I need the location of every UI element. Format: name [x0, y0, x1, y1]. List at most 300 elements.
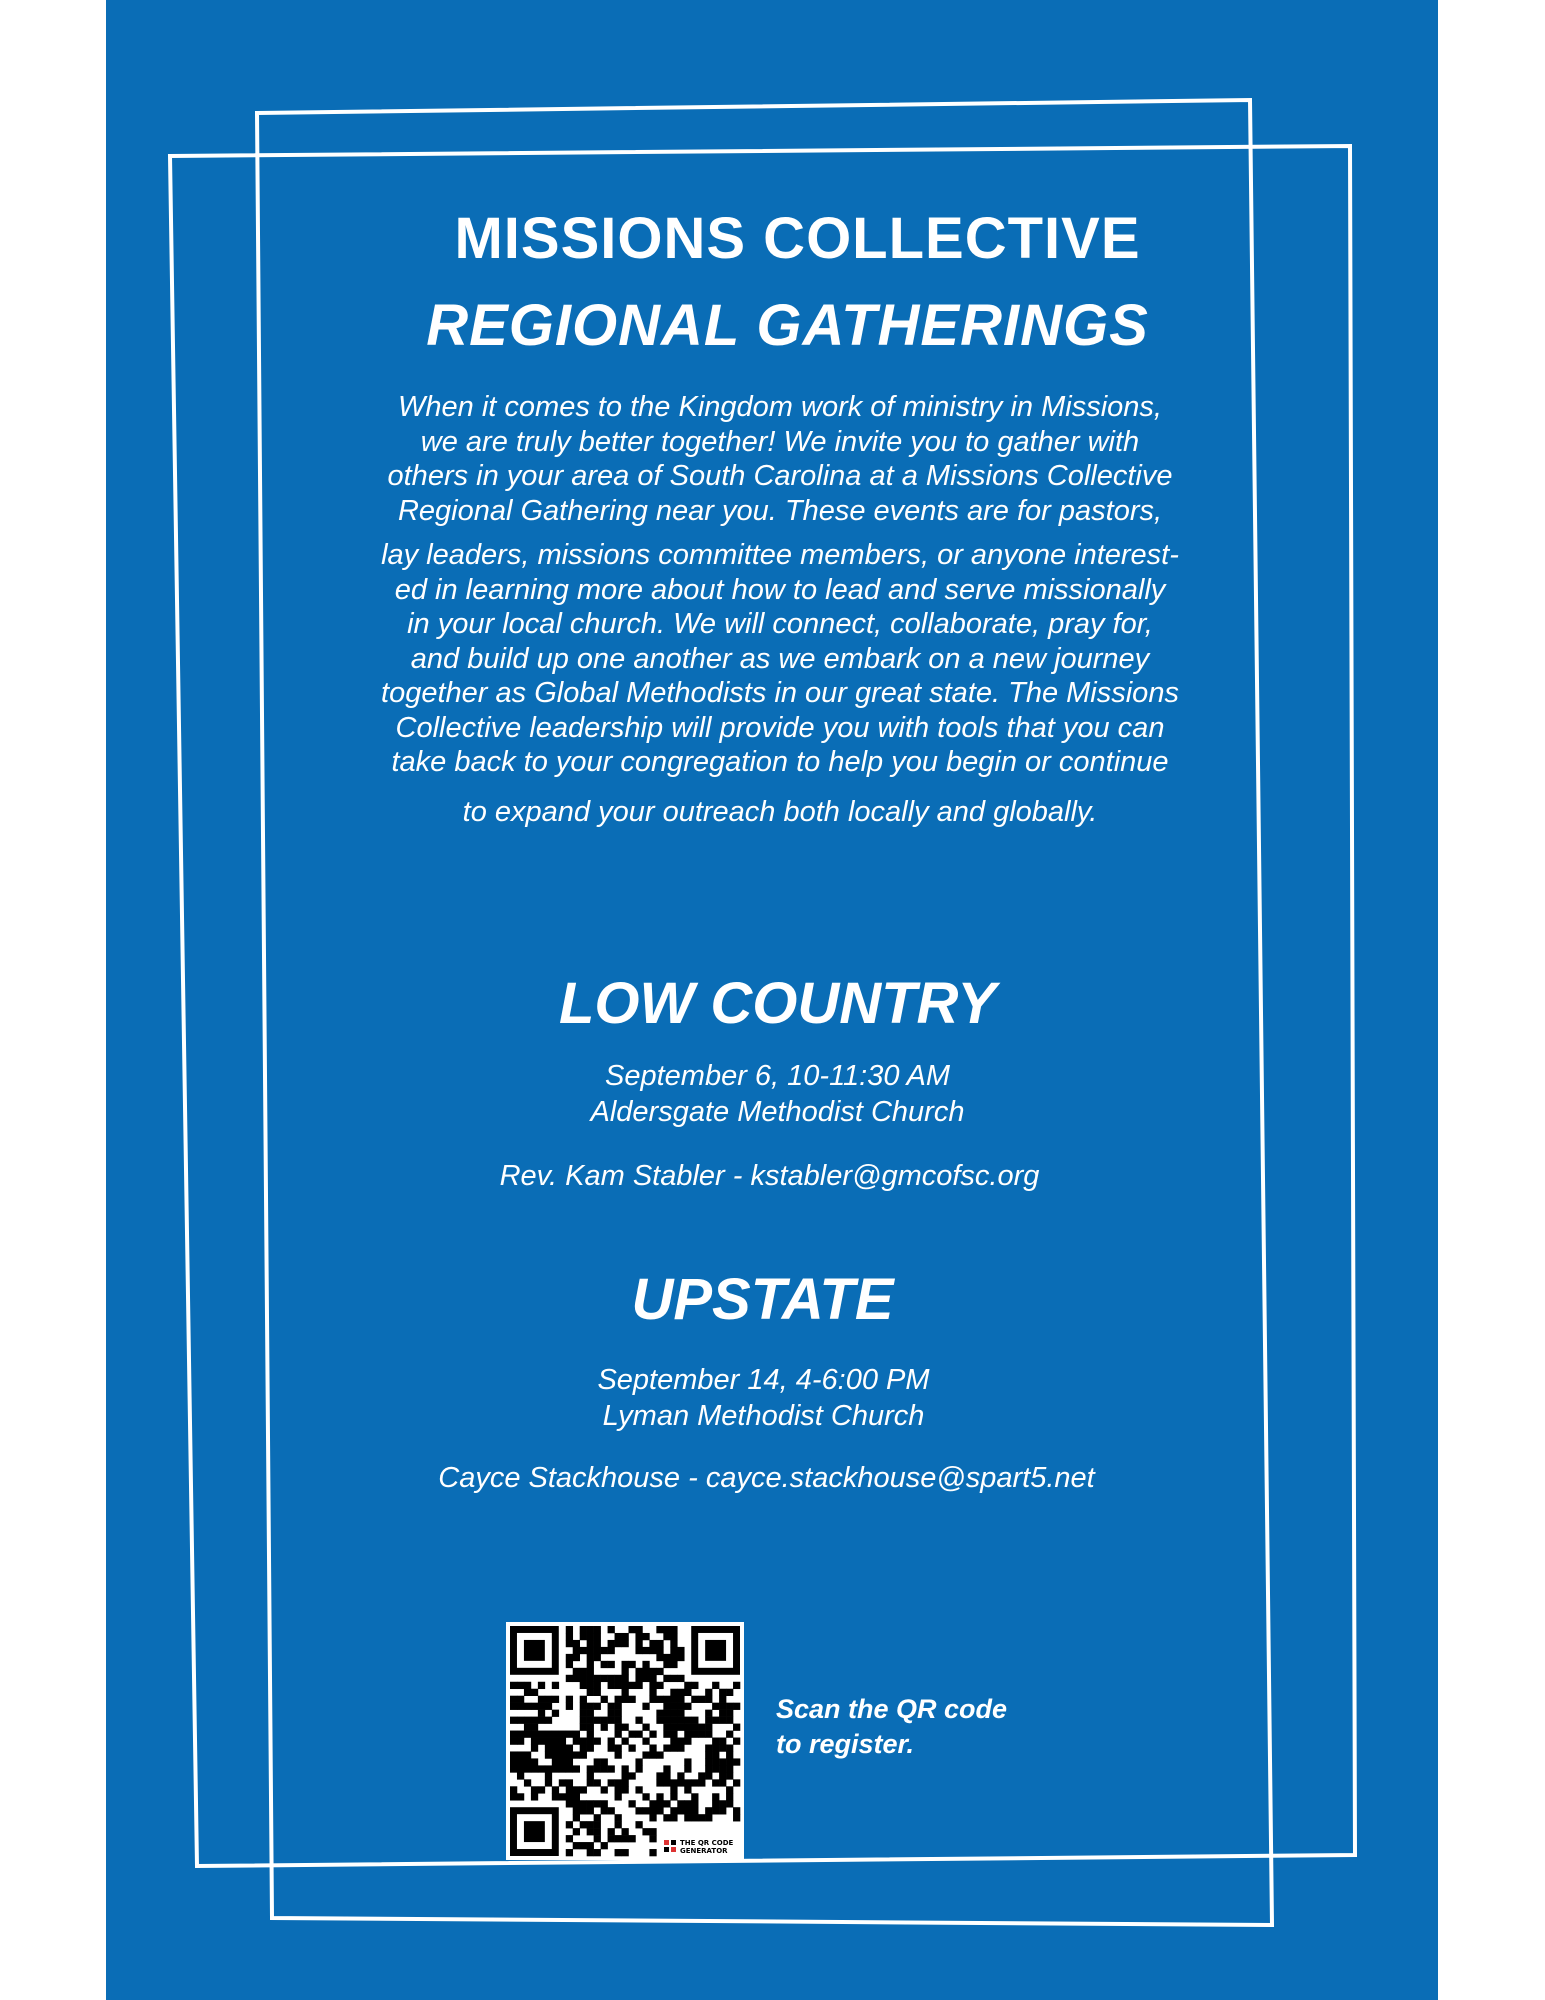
- qr-module: [649, 1807, 656, 1814]
- intro-paragraph: [290, 390, 1270, 829]
- qr-module: [684, 1717, 691, 1724]
- qr-module: [733, 1758, 740, 1765]
- qr-module: [622, 1779, 629, 1786]
- qr-module: [538, 1696, 545, 1703]
- qr-module: [684, 1807, 691, 1814]
- qr-module: [580, 1738, 587, 1745]
- qr-module: [594, 1800, 601, 1807]
- qr-module: [649, 1835, 656, 1842]
- region-date-time: September 6, 10-11:30 AM: [605, 1060, 950, 1092]
- qr-module: [677, 1703, 684, 1710]
- qr-module: [649, 1682, 656, 1689]
- qr-module: [559, 1793, 566, 1800]
- qr-module: [510, 1751, 517, 1758]
- title-regional-gatherings: REGIONAL GATHERINGS: [426, 293, 1149, 358]
- qr-module: [573, 1793, 580, 1800]
- qr-module: [594, 1675, 601, 1682]
- qr-module: [545, 1717, 552, 1724]
- qr-module: [587, 1661, 594, 1668]
- qr-module: [670, 1793, 677, 1800]
- qr-module: [733, 1779, 740, 1786]
- qr-module: [580, 1675, 587, 1682]
- qr-module: [566, 1821, 573, 1828]
- qr-module: [566, 1640, 573, 1647]
- qr-module: [670, 1640, 677, 1647]
- qr-module: [615, 1696, 622, 1703]
- qr-module: [698, 1731, 705, 1738]
- qr-module: [615, 1751, 622, 1758]
- qr-module: [670, 1724, 677, 1731]
- qr-module: [594, 1640, 601, 1647]
- qr-module: [712, 1744, 719, 1751]
- qr-module: [594, 1758, 601, 1765]
- qr-module: [670, 1647, 677, 1654]
- region-title-low-country: LOW COUNTRY: [558, 971, 997, 1036]
- qr-module: [622, 1765, 629, 1772]
- qr-module: [663, 1814, 670, 1821]
- qr-module: [601, 1696, 608, 1703]
- qr-module: [635, 1731, 642, 1738]
- qr-module: [580, 1786, 587, 1793]
- qr-module: [538, 1731, 545, 1738]
- qr-module: [677, 1738, 684, 1745]
- qr-module: [663, 1744, 670, 1751]
- qr-module: [705, 1744, 712, 1751]
- qr-module: [559, 1751, 566, 1758]
- qr-module: [573, 1800, 580, 1807]
- qr-module: [608, 1807, 615, 1814]
- qr-module: [510, 1731, 517, 1738]
- qr-module: [663, 1654, 670, 1661]
- qr-module: [670, 1689, 677, 1696]
- qr-module: [726, 1710, 733, 1717]
- qr-module: [656, 1640, 663, 1647]
- qr-module: [594, 1717, 601, 1724]
- qr-module: [663, 1772, 670, 1779]
- qr-module: [663, 1696, 670, 1703]
- qr-module: [559, 1779, 566, 1786]
- qr-module: [719, 1710, 726, 1717]
- qr-module: [552, 1758, 559, 1765]
- qr-module: [573, 1668, 580, 1675]
- qr-module: [712, 1765, 719, 1772]
- qr-module: [670, 1731, 677, 1738]
- qr-module: [545, 1765, 552, 1772]
- qr-module: [726, 1765, 733, 1772]
- qr-module: [587, 1828, 594, 1835]
- qr-module: [608, 1703, 615, 1710]
- qr-module: [622, 1640, 629, 1647]
- qr-module: [719, 1703, 726, 1710]
- qr-module: [726, 1772, 733, 1779]
- qr-module: [656, 1654, 663, 1661]
- qr-module: [531, 1765, 538, 1772]
- qr-module: [580, 1751, 587, 1758]
- qr-module: [635, 1682, 642, 1689]
- qr-module: [545, 1779, 552, 1786]
- qr-module: [635, 1626, 642, 1633]
- qr-module: [719, 1772, 726, 1779]
- qr-generator-logo-icon: [664, 1840, 676, 1852]
- qr-module: [691, 1814, 698, 1821]
- title-missions-collective: MISSIONS COLLECTIVE: [454, 206, 1141, 271]
- region-venue: Aldersgate Methodist Church: [590, 1096, 965, 1128]
- qr-module: [587, 1626, 594, 1633]
- qr-module: [580, 1647, 587, 1654]
- qr-module: [573, 1842, 580, 1849]
- qr-module: [670, 1703, 677, 1710]
- qr-module: [608, 1626, 615, 1633]
- qr-module: [733, 1703, 740, 1710]
- qr-module: [656, 1647, 663, 1654]
- qr-module: [670, 1661, 677, 1668]
- qr-module: [642, 1703, 649, 1710]
- qr-module: [559, 1744, 566, 1751]
- qr-module: [510, 1717, 517, 1724]
- qr-module: [573, 1807, 580, 1814]
- qr-module: [733, 1738, 740, 1745]
- qr-module: [615, 1814, 622, 1821]
- qr-module: [510, 1703, 517, 1710]
- qr-module: [594, 1835, 601, 1842]
- intro-line: others in your area of South Carolina at a Missions Collective: [387, 460, 1173, 492]
- qr-module: [684, 1731, 691, 1738]
- qr-module: [684, 1682, 691, 1689]
- qr-module: [531, 1689, 538, 1696]
- qr-module: [628, 1744, 635, 1751]
- scan-line2: to register.: [776, 1729, 915, 1759]
- qr-module: [649, 1800, 656, 1807]
- qr-module: [580, 1710, 587, 1717]
- qr-module: [726, 1744, 733, 1751]
- qr-module: [594, 1779, 601, 1786]
- qr-module: [517, 1696, 524, 1703]
- qr-module: [712, 1738, 719, 1745]
- qr-module: [524, 1682, 531, 1689]
- qr-module: [587, 1654, 594, 1661]
- qr-module: [587, 1675, 594, 1682]
- qr-module: [712, 1751, 719, 1758]
- qr-module: [608, 1717, 615, 1724]
- qr-module: [587, 1640, 594, 1647]
- qr-module: [608, 1661, 615, 1668]
- qr-module: [573, 1654, 580, 1661]
- qr-module: [580, 1682, 587, 1689]
- qr-module: [615, 1849, 622, 1856]
- qr-module: [517, 1738, 524, 1745]
- qr-module: [635, 1821, 642, 1828]
- qr-module: [698, 1696, 705, 1703]
- qr-module: [670, 1675, 677, 1682]
- qr-module: [601, 1724, 608, 1731]
- qr-module: [691, 1717, 698, 1724]
- qr-module: [545, 1751, 552, 1758]
- qr-module: [628, 1661, 635, 1668]
- qr-module: [642, 1738, 649, 1745]
- qr-module: [594, 1654, 601, 1661]
- qr-module: [552, 1786, 559, 1793]
- qr-module: [594, 1814, 601, 1821]
- qr-module: [531, 1738, 538, 1745]
- qr-module: [594, 1821, 601, 1828]
- intro-line: to expand your outreach both locally and globally.: [462, 795, 1098, 828]
- qr-module: [712, 1758, 719, 1765]
- qr-module: [712, 1682, 719, 1689]
- qr-module: [663, 1675, 670, 1682]
- qr-module: [719, 1717, 726, 1724]
- qr-module: [552, 1731, 559, 1738]
- qr-module: [538, 1765, 545, 1772]
- qr-module: [580, 1842, 587, 1849]
- scan-line1: Scan the QR code: [776, 1694, 1008, 1724]
- qr-module: [684, 1738, 691, 1745]
- qr-module: [656, 1793, 663, 1800]
- qr-module: [587, 1744, 594, 1751]
- qr-module: [510, 1758, 517, 1765]
- qr-module: [712, 1800, 719, 1807]
- qr-module: [538, 1738, 545, 1745]
- qr-module: [566, 1675, 573, 1682]
- qr-module: [684, 1703, 691, 1710]
- qr-module: [733, 1814, 740, 1821]
- qr-module: [587, 1765, 594, 1772]
- region-contact: Rev. Kam Stabler - kstabler@gmcofsc.org: [499, 1160, 1040, 1192]
- qr-module: [656, 1807, 663, 1814]
- qr-module: [628, 1731, 635, 1738]
- qr-module: [684, 1765, 691, 1772]
- qr-module: [601, 1765, 608, 1772]
- qr-module: [642, 1668, 649, 1675]
- qr-module: [712, 1779, 719, 1786]
- qr-module: [719, 1744, 726, 1751]
- qr-module: [545, 1703, 552, 1710]
- qr-module: [566, 1800, 573, 1807]
- qr-module: [615, 1682, 622, 1689]
- qr-module: [726, 1717, 733, 1724]
- qr-module: [684, 1779, 691, 1786]
- qr-module: [663, 1661, 670, 1668]
- qr-module: [580, 1696, 587, 1703]
- qr-module: [712, 1793, 719, 1800]
- qr-module: [587, 1647, 594, 1654]
- qr-module: [677, 1724, 684, 1731]
- qr-module: [587, 1821, 594, 1828]
- qr-module: [615, 1835, 622, 1842]
- qr-module: [733, 1807, 740, 1814]
- qr-module: [615, 1675, 622, 1682]
- qr-module: [719, 1800, 726, 1807]
- qr-module: [524, 1758, 531, 1765]
- qr-module: [628, 1800, 635, 1807]
- qr-module: [663, 1633, 670, 1640]
- qr-module: [705, 1758, 712, 1765]
- qr-module: [573, 1647, 580, 1654]
- qr-module: [642, 1647, 649, 1654]
- qr-module: [677, 1779, 684, 1786]
- qr-module: [566, 1793, 573, 1800]
- qr-module: [524, 1724, 531, 1731]
- qr-module: [552, 1793, 559, 1800]
- qr-module: [587, 1710, 594, 1717]
- qr-module: [545, 1731, 552, 1738]
- qr-module: [566, 1751, 573, 1758]
- qr-module: [510, 1682, 517, 1689]
- qr-module: [622, 1696, 629, 1703]
- qr-module: [649, 1731, 656, 1738]
- qr-module: [552, 1765, 559, 1772]
- intro-line: Collective leadership will provide you with tools that you can: [395, 711, 1165, 744]
- qr-module: [622, 1835, 629, 1842]
- qr-module: [670, 1696, 677, 1703]
- qr-module: [608, 1828, 615, 1835]
- qr-module: [635, 1640, 642, 1647]
- qr-module: [719, 1738, 726, 1745]
- intro-line: and build up one another as we embark on a new journey: [410, 642, 1150, 675]
- scan-instructions: [776, 1692, 1007, 1762]
- qr-module: [587, 1668, 594, 1675]
- qr-module: [656, 1772, 663, 1779]
- qr-module: [587, 1717, 594, 1724]
- qr-module: [670, 1717, 677, 1724]
- qr-module: [587, 1779, 594, 1786]
- qr-module: [622, 1633, 629, 1640]
- qr-module: [566, 1731, 573, 1738]
- qr-module: [670, 1626, 677, 1633]
- qr-module: [656, 1710, 663, 1717]
- qr-module: [545, 1744, 552, 1751]
- qr-module: [552, 1744, 559, 1751]
- qr-module: [712, 1703, 719, 1710]
- qr-module: [580, 1724, 587, 1731]
- qr-module: [691, 1696, 698, 1703]
- qr-module: [670, 1654, 677, 1661]
- qr-module: [566, 1758, 573, 1765]
- qr-module: [587, 1772, 594, 1779]
- qr-module: [663, 1779, 670, 1786]
- qr-module: [712, 1807, 719, 1814]
- intro-line: in your local church. We will connect, collaborate, pray for,: [407, 608, 1153, 640]
- qr-module: [615, 1710, 622, 1717]
- qr-module: [635, 1633, 642, 1640]
- qr-module: [615, 1793, 622, 1800]
- registration-qr-code[interactable]: [506, 1622, 744, 1860]
- qr-module: [573, 1786, 580, 1793]
- qr-module: [608, 1738, 615, 1745]
- qr-module: [531, 1731, 538, 1738]
- qr-module: [608, 1779, 615, 1786]
- qr-module: [726, 1758, 733, 1765]
- qr-module: [719, 1758, 726, 1765]
- intro-line: together as Global Methodists in our great state. The Missions: [381, 677, 1179, 709]
- qr-module: [531, 1724, 538, 1731]
- qr-module: [684, 1800, 691, 1807]
- qr-module: [594, 1647, 601, 1654]
- qr-module: [552, 1696, 559, 1703]
- qr-module: [656, 1626, 663, 1633]
- qr-module: [580, 1668, 587, 1675]
- qr-module: [538, 1786, 545, 1793]
- qr-module: [677, 1654, 684, 1661]
- qr-module: [615, 1724, 622, 1731]
- qr-module: [587, 1633, 594, 1640]
- qr-module: [677, 1647, 684, 1654]
- qr-module: [608, 1710, 615, 1717]
- qr-module: [684, 1758, 691, 1765]
- qr-module: [649, 1668, 656, 1675]
- qr-module: [677, 1744, 684, 1751]
- qr-module: [580, 1626, 587, 1633]
- qr-module: [615, 1744, 622, 1751]
- qr-module: [573, 1640, 580, 1647]
- qr-module: [573, 1731, 580, 1738]
- qr-module: [510, 1696, 517, 1703]
- qr-module: [580, 1821, 587, 1828]
- qr-module: [566, 1654, 573, 1661]
- qr-module: [594, 1765, 601, 1772]
- qr-module: [705, 1807, 712, 1814]
- qr-module: [670, 1738, 677, 1745]
- qr-module: [566, 1661, 573, 1668]
- qr-module: [684, 1814, 691, 1821]
- qr-module: [670, 1779, 677, 1786]
- qr-module: [608, 1682, 615, 1689]
- qr-module: [642, 1675, 649, 1682]
- qr-module: [649, 1744, 656, 1751]
- intro-line: ed in learning more about how to lead and serve missionally: [394, 573, 1166, 606]
- qr-module: [552, 1682, 559, 1689]
- qr-module: [615, 1821, 622, 1828]
- qr-module: [587, 1807, 594, 1814]
- qr-module: [517, 1772, 524, 1779]
- qr-module: [656, 1751, 663, 1758]
- qr-module: [642, 1724, 649, 1731]
- qr-module: [705, 1814, 712, 1821]
- qr-module: [628, 1626, 635, 1633]
- qr-module: [698, 1814, 705, 1821]
- qr-module: [705, 1710, 712, 1717]
- qr-module: [573, 1765, 580, 1772]
- qr-module: [615, 1640, 622, 1647]
- qr-module: [524, 1689, 531, 1696]
- intro-line: we are truly better together! We invite you to gather with: [420, 425, 1140, 458]
- qr-module: [656, 1668, 663, 1675]
- qr-module: [622, 1661, 629, 1668]
- qr-module: [601, 1786, 608, 1793]
- qr-module: [517, 1717, 524, 1724]
- qr-module: [566, 1779, 573, 1786]
- qr-module: [691, 1682, 698, 1689]
- qr-module: [628, 1682, 635, 1689]
- qr-module: [566, 1849, 573, 1856]
- qr-module: [566, 1696, 573, 1703]
- qr-module: [552, 1710, 559, 1717]
- qr-module: [677, 1800, 684, 1807]
- qr-module: [615, 1779, 622, 1786]
- qr-module: [524, 1731, 531, 1738]
- qr-module: [580, 1633, 587, 1640]
- qr-module: [733, 1682, 740, 1689]
- qr-module: [517, 1682, 524, 1689]
- qr-module: [677, 1717, 684, 1724]
- intro-line: Regional Gathering near you. These events are for pastors,: [397, 494, 1163, 527]
- qr-module: [656, 1696, 663, 1703]
- qr-module: [642, 1751, 649, 1758]
- qr-module: [524, 1765, 531, 1772]
- qr-generator-badge: [662, 1836, 742, 1858]
- qr-module: [608, 1744, 615, 1751]
- qr-module: [594, 1703, 601, 1710]
- qr-module: [517, 1751, 524, 1758]
